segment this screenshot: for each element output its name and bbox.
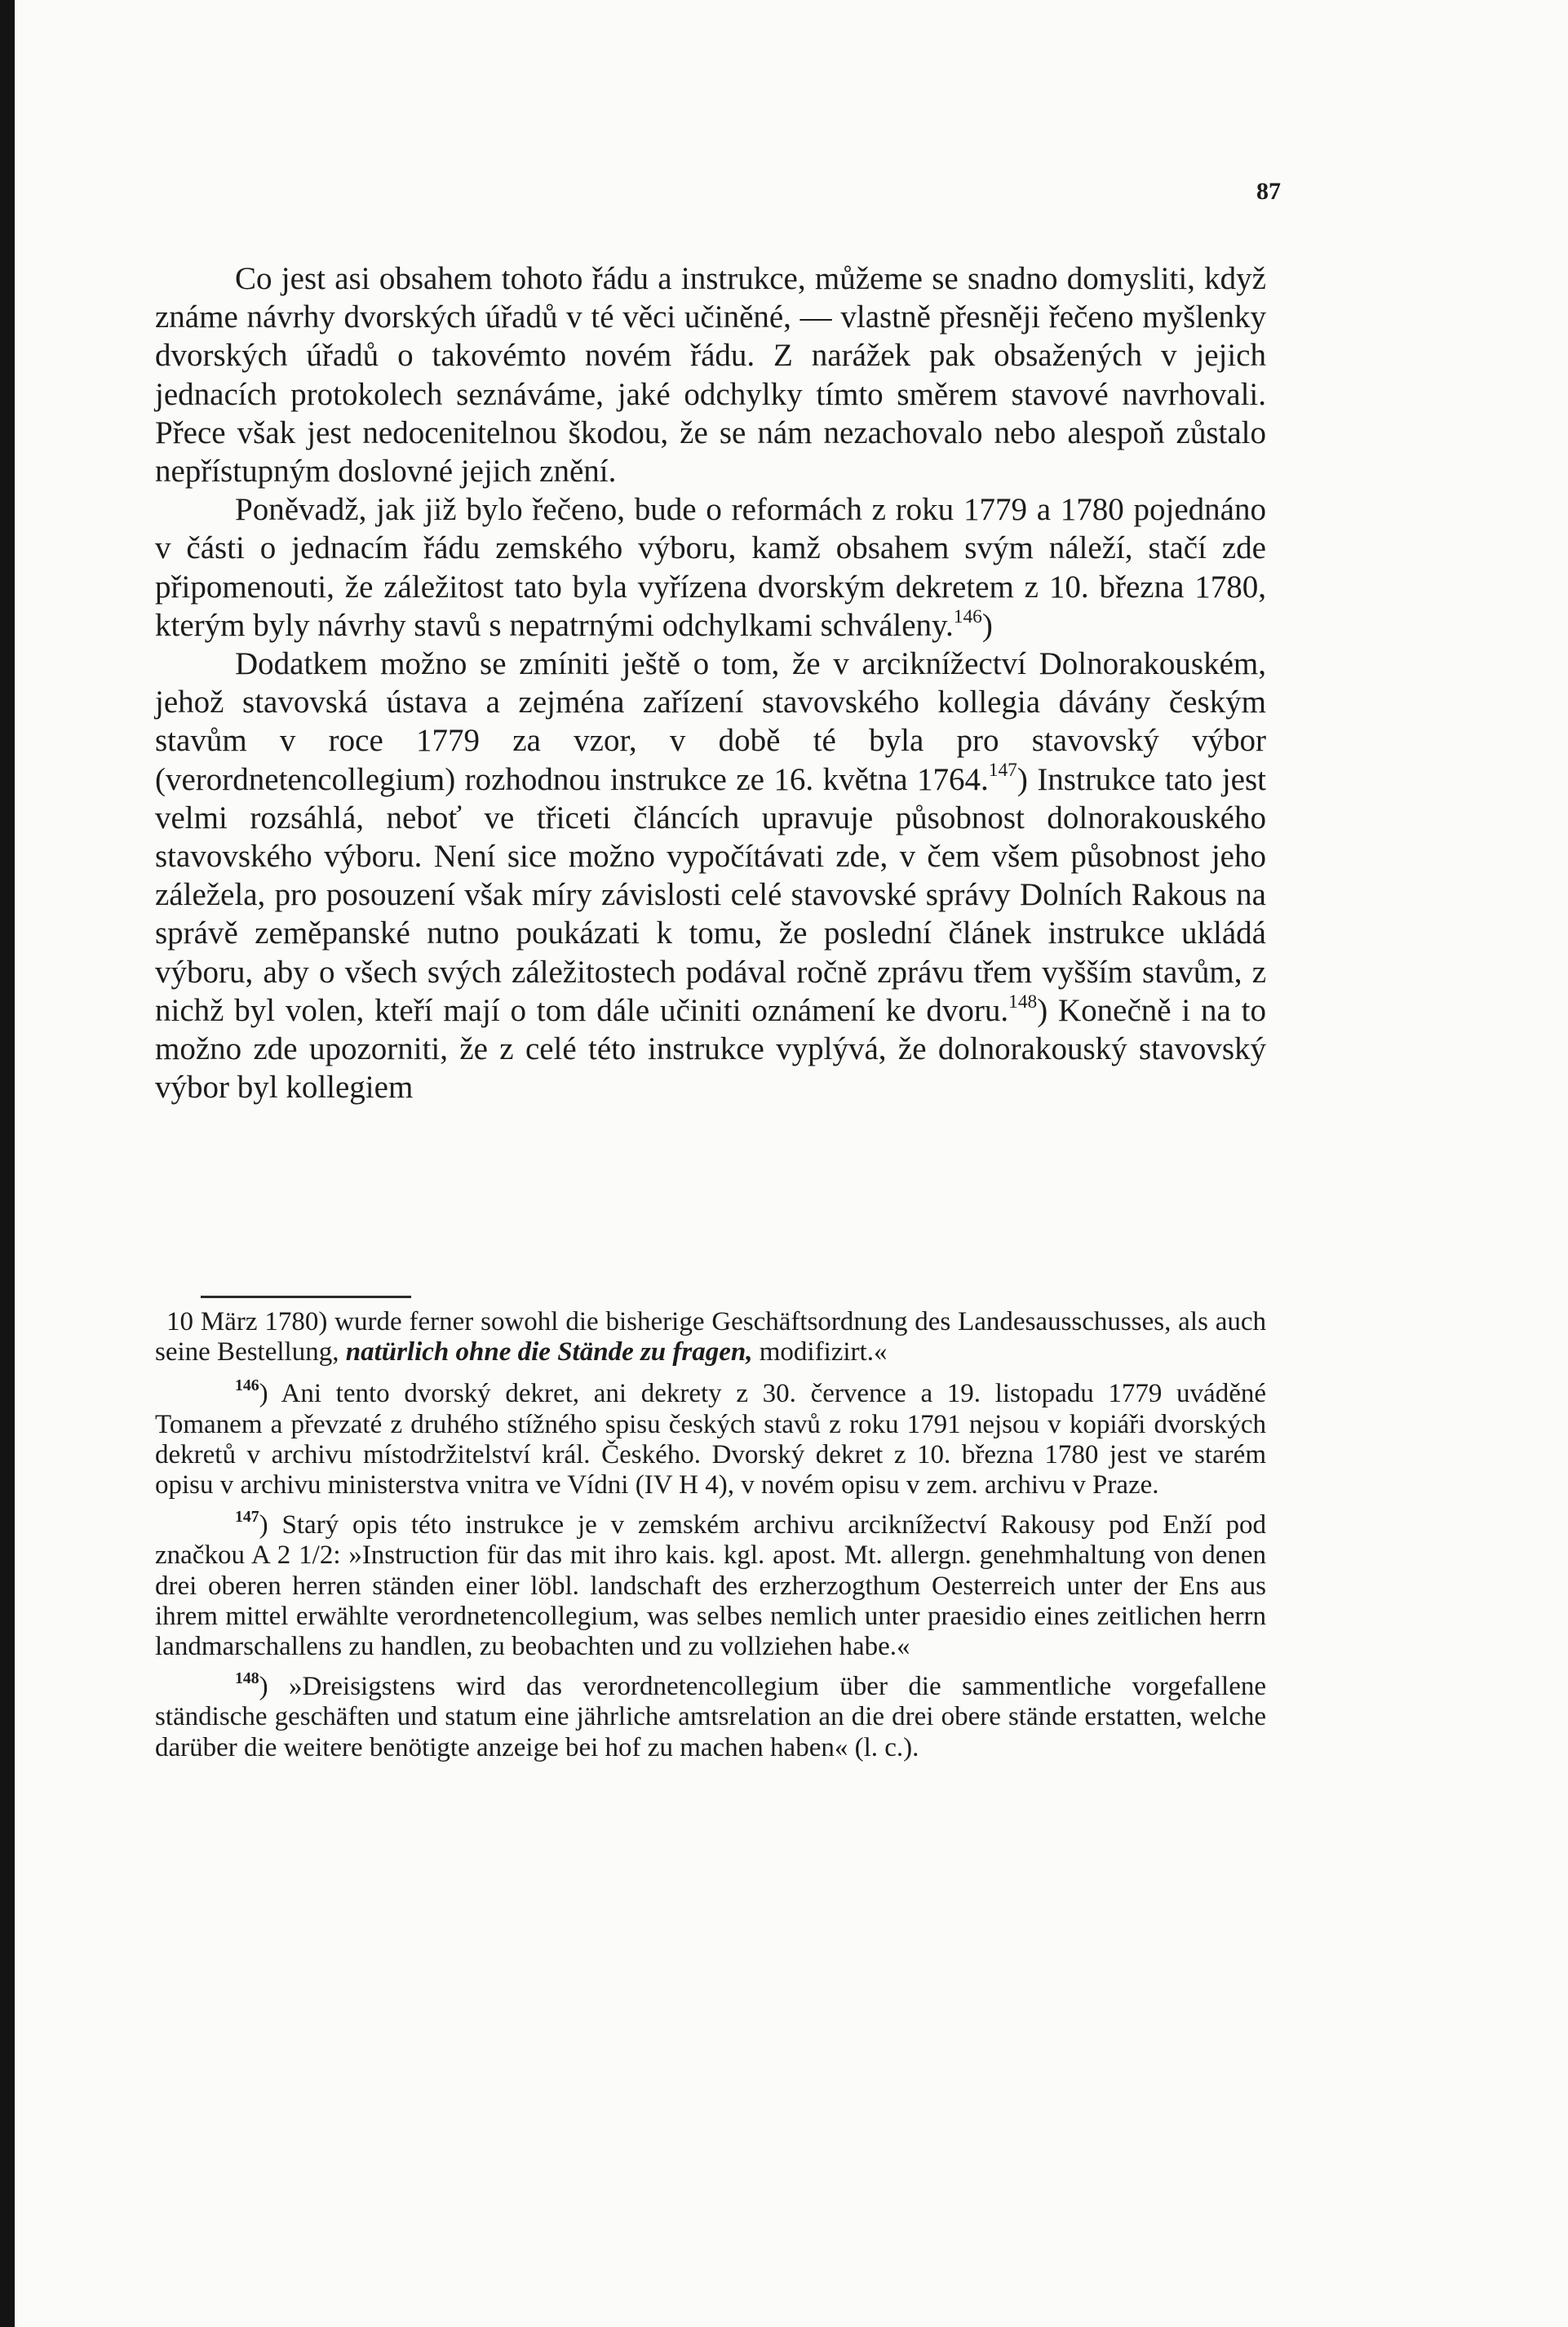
paragraph-3-text-a: Dodatkem možno se zmíniti ještě o tom, že v arciknížectví Dolnorakouském, jehož stavovská ústava a zejména zařízení stavovského kollegia dávány českým stavům v roce 1779 za vzor, v době té byla pro stavovský výbor (verordnetencollegium) rozhodnou instrukce ze 16. května 1764. bbox=[155, 646, 1266, 797]
footnote-ref-148: 148 bbox=[1008, 991, 1038, 1013]
footnote-147 bbox=[155, 1510, 1266, 1662]
footnote-continuation-emphasis: natürlich ohne die Stände zu fragen, bbox=[345, 1337, 753, 1367]
paragraph-1: Co jest asi obsahem tohoto řádu a instrukce, můžeme se snadno domysliti, když známe návrhy dvorských úřadů v té věci učiněné, — vlastně přesněji řečeno myšlenky dvorských úřadů o takovémto novém řádu. Z narážek pak obsažených v jejich jednacích protokolech seznáváme, jaké odchylky tímto směrem stavové navrhovali. Přece však jest nedocenitelnou škodou, že se nám nezachovalo nebo alespoň zůstalo nepřístupným doslovné jejich znění. bbox=[155, 261, 1266, 490]
binding-edge bbox=[0, 0, 15, 2327]
paragraph-2-text: Poněvadž, jak již bylo řečeno, bude o reformách z roku 1779 a 1780 pojednáno v části o jednacím řádu zemského výboru, kamž obsahem svým náleží, stačí zde připomenouti, že záležitost tato byla vyřízena dvorským dekretem z 10. března 1780, kterým byly návrhy stavů s nepatrnými odchylkami schváleny. bbox=[155, 492, 1266, 643]
footnote-continuation-end: modifizirt.« bbox=[752, 1337, 888, 1367]
footnote-147-text: ) Starý opis této instrukce je v zemském archivu arciknížectví Rakousy pod Enží pod značkou A 2 1/2: »Instruction für das mit ihro kais. kgl. apost. Mt. allergn. genehmhaltung von denen drei oberen herren ständen einer löbl. landschaft des erzherzogthum Oesterreich unter der Ens aus ihrem mittel erwählte verordnetencollegium, was selbes nemlich unter praesidio eines zeitlichen herrn landmarschallens zu handlen, zu beobachten und zu vollziehen habe.« bbox=[155, 1510, 1266, 1662]
main-text bbox=[155, 259, 1266, 1106]
footnote-148-text: ) »Dreisigstens wird das verordnetencollegium über die sammentliche vorgefallene ständische geschäften und statum eine jährliche amtsrelation an die drei obere stände erstatten, welche darüber die weitere benötigte anzeige bei hof zu machen haben« (l. c.). bbox=[155, 1672, 1266, 1762]
footnote-continuation bbox=[155, 1307, 1266, 1367]
footnote-separator bbox=[201, 1296, 411, 1298]
paragraph-3 bbox=[155, 645, 1266, 1106]
footnote-148 bbox=[155, 1669, 1266, 1763]
footnote-146-text: ) Ani tento dvorský dekret, ani dekrety z 30. července a 19. listopadu 1779 uváděné Tomanem a převzaté z druhého stížného spisu českých stavů z roku 1791 nejsou v kopiáři dvorských dekretů v archivu místodržitelství král. Českého. Dvorský dekret z 10. března 1780 jest ve starém opisu v archivu ministerstva vnitra ve Vídni (IV H 4), v novém opisu v zem. archivu v Praze. bbox=[155, 1379, 1266, 1500]
paragraph-3-text-c: ) Konečně i na to možno zde upozorniti, že z celé této instrukce vyplývá, že dolnorakouský stavovský výbor byl kollegiem bbox=[155, 992, 1266, 1106]
footnote-continuation-text: 10 März 1780) wurde ferner sowohl die bisherige Geschäftsordnung des Landesausschusses, als auch seine Bestellung, bbox=[155, 1307, 1266, 1367]
paragraph-3-text-b: ) Instrukce tato jest velmi rozsáhlá, neboť ve třiceti článcích upravuje působnost dolnorakouského stavovského výboru. Není sice možno vypočítávati zde, v čem všem působnost jeho záležela, pro posouzení však míry závislosti celé stavovské správy Dolních Rakous na správě zeměpanské nutno poukázati k tomu, že poslední článek instrukce ukládá výboru, aby o všech svých záležitostech podával ročně zprávu třem vyšším stavům, z nichž byl volen, kteří mají o tom dále učiniti oznámení ke dvoru. bbox=[155, 761, 1266, 1028]
paragraph-2-end: ) bbox=[981, 607, 993, 643]
footnote-148-label: 148 bbox=[235, 1669, 259, 1688]
footnotes bbox=[155, 1307, 1266, 1763]
page-number: 87 bbox=[1256, 178, 1281, 205]
footnote-146 bbox=[155, 1376, 1266, 1500]
footnote-147-label: 147 bbox=[235, 1508, 259, 1527]
footnote-ref-146: 146 bbox=[953, 605, 982, 627]
footnote-146-label: 146 bbox=[235, 1376, 259, 1395]
paragraph-2 bbox=[155, 490, 1266, 645]
footnote-ref-147: 147 bbox=[988, 760, 1017, 782]
